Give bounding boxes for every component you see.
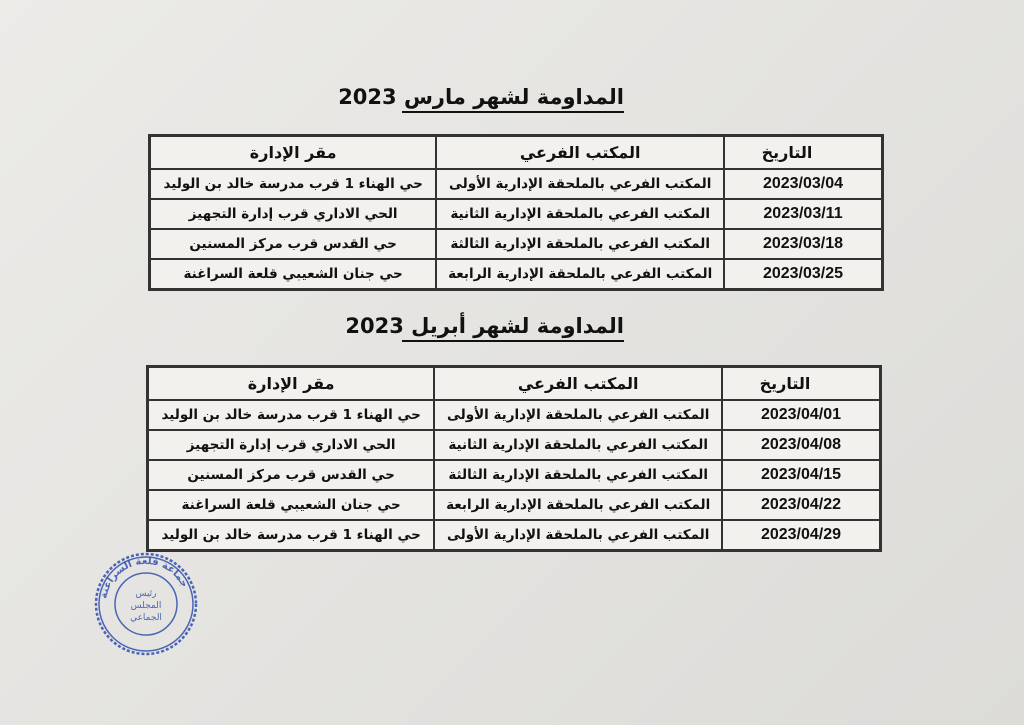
table-row: [148, 490, 880, 520]
cell-office: المكتب الفرعي بالملحقة الإدارية الثالثة: [436, 229, 724, 259]
cell-date: 2023/03/04: [724, 169, 882, 199]
stamp-line-3: الجماعي: [130, 613, 162, 623]
april-schedule-table: [146, 365, 882, 552]
table-row: [148, 430, 880, 460]
official-stamp: [94, 552, 198, 656]
cell-seat: حي القدس قرب مركز المسنين: [150, 229, 436, 259]
cell-office: المكتب الفرعي بالملحقة الإدارية الأولى: [436, 169, 724, 199]
cell-office: المكتب الفرعي بالملحقة الإدارية الرابعة: [434, 490, 722, 520]
cell-office: المكتب الفرعي بالملحقة الإدارية الأولى: [434, 520, 722, 550]
table-row: [148, 520, 880, 550]
header-office: المكتب الفرعي: [434, 367, 722, 400]
header-seat: مقر الإدارة: [148, 367, 434, 400]
cell-date: 2023/04/29: [722, 520, 880, 550]
stamp-line-1: رئيس: [135, 589, 157, 599]
stamp-line-2: المجلس: [130, 601, 162, 611]
cell-seat: حي الهناء 1 قرب مدرسة خالد بن الوليد: [148, 400, 434, 430]
cell-date: 2023/03/11: [724, 199, 882, 229]
header-seat: مقر الإدارة: [150, 136, 436, 169]
header-office: المكتب الفرعي: [436, 136, 724, 169]
table-row: [150, 259, 882, 289]
cell-seat: حي القدس قرب مركز المسنين: [148, 460, 434, 490]
header-date: التاريخ: [724, 136, 882, 169]
cell-seat: حي جنان الشعيبي قلعة السراغنة: [150, 259, 436, 289]
cell-seat: حي الهناء 1 قرب مدرسة خالد بن الوليد: [150, 169, 436, 199]
stamp-outer-text: جماعة قلعة السراغنة: [98, 555, 190, 600]
cell-seat: الحي الاداري قرب إدارة التجهيز: [148, 430, 434, 460]
cell-date: 2023/03/25: [724, 259, 882, 289]
march-schedule-table: [148, 134, 884, 291]
cell-office: المكتب الفرعي بالملحقة الإدارية الثانية: [436, 199, 724, 229]
cell-seat: حي جنان الشعيبي قلعة السراغنة: [148, 490, 434, 520]
cell-date: 2023/03/18: [724, 229, 882, 259]
march-title: المداومة لشهر مارس 2023: [402, 84, 624, 113]
table-header-row: [148, 367, 880, 400]
table-row: [150, 199, 882, 229]
april-title: المداومة لشهر أبريل 2023: [402, 313, 624, 342]
cell-date: 2023/04/01: [722, 400, 880, 430]
cell-date: 2023/04/22: [722, 490, 880, 520]
cell-office: المكتب الفرعي بالملحقة الإدارية الأولى: [434, 400, 722, 430]
header-date: التاريخ: [722, 367, 880, 400]
cell-office: المكتب الفرعي بالملحقة الإدارية الثانية: [434, 430, 722, 460]
cell-office: المكتب الفرعي بالملحقة الإدارية الثالثة: [434, 460, 722, 490]
cell-seat: حي الهناء 1 قرب مدرسة خالد بن الوليد: [148, 520, 434, 550]
cell-date: 2023/04/08: [722, 430, 880, 460]
cell-seat: الحي الاداري قرب إدارة التجهيز: [150, 199, 436, 229]
table-row: [148, 400, 880, 430]
table-row: [148, 460, 880, 490]
table-row: [150, 229, 882, 259]
cell-office: المكتب الفرعي بالملحقة الإدارية الرابعة: [436, 259, 724, 289]
cell-date: 2023/04/15: [722, 460, 880, 490]
table-header-row: [150, 136, 882, 169]
table-row: [150, 169, 882, 199]
